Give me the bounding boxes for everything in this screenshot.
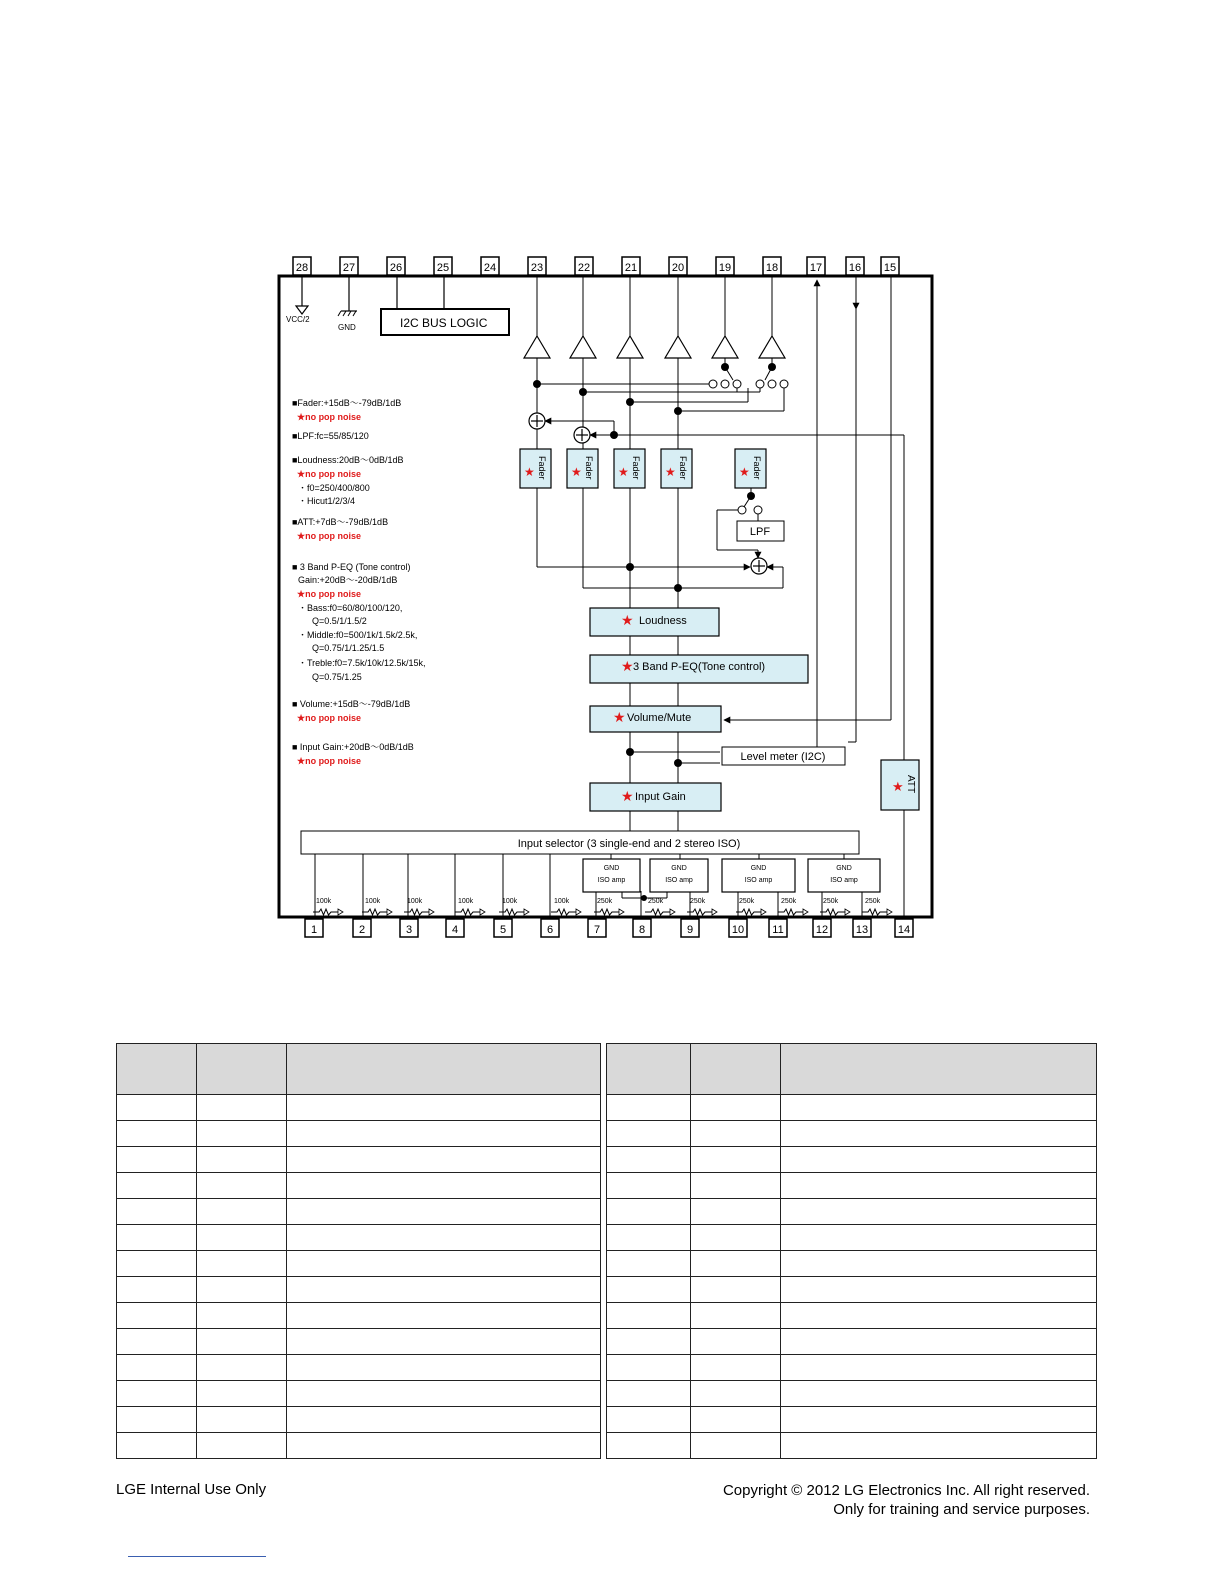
pin-9 (681, 919, 699, 937)
pin-number: 24 (483, 262, 497, 274)
iso-amp-label: ISO amp (597, 877, 626, 884)
fader-block (614, 449, 645, 488)
table-cell (287, 1147, 601, 1173)
pin-4 (446, 919, 464, 937)
copyright-line: Copyright © 2012 LG Electronics Inc. All right reserved. (722, 1482, 1090, 1499)
table-cell (197, 1147, 287, 1173)
resistor (820, 898, 850, 915)
header-cell (691, 1044, 781, 1095)
table-cell (691, 1407, 781, 1433)
iso-amp-blocks (583, 859, 880, 892)
resistor (455, 898, 485, 915)
spec-line: ■ Volume:+15dB～-79dB/1dB (292, 699, 411, 709)
resistor (313, 898, 343, 915)
resistor (862, 898, 892, 915)
spec-line: ・Bass:f0=60/80/100/120, (298, 603, 403, 613)
resistor (645, 898, 675, 915)
table-cell (287, 1433, 601, 1459)
volume-star: ★ (613, 709, 626, 725)
table-cell (117, 1407, 197, 1433)
pin-number: 13 (855, 924, 869, 936)
table-cell (287, 1407, 601, 1433)
table-cell (287, 1303, 601, 1329)
pin-17 (807, 257, 825, 275)
buffer-triangle (712, 336, 738, 358)
table-cell (691, 1199, 781, 1225)
pin-23 (528, 257, 546, 275)
pin-24 (481, 257, 499, 275)
table-cell (691, 1095, 781, 1121)
input-selector-label: Input selector (3 single-end and 2 stereo ISO) (517, 838, 741, 850)
pin-number: 11 (772, 924, 784, 936)
table-cell (117, 1277, 197, 1303)
volume-label: Volume/Mute (627, 712, 692, 724)
resistor-value: 100k (316, 898, 332, 905)
top-pin-row (293, 257, 899, 275)
pin-number: 8 (638, 924, 646, 936)
table-cell (607, 1277, 691, 1303)
spec-line: ・Treble:f0=7.5k/10k/12.5k/15k, (298, 658, 426, 668)
table-cell (287, 1225, 601, 1251)
pin-8 (633, 919, 651, 937)
iso-amp-block (722, 859, 795, 892)
table-row (117, 1173, 1097, 1199)
fader-label: Fader (678, 456, 688, 480)
no-pop-noise-note: ★no pop noise (297, 531, 362, 541)
table-cell (197, 1433, 287, 1459)
pin-number: 15 (883, 262, 897, 274)
table-cell (197, 1173, 287, 1199)
pin-number: 17 (809, 262, 823, 274)
table-cell (607, 1199, 691, 1225)
att-star: ★ (892, 779, 904, 794)
table-cell (781, 1433, 1097, 1459)
fader-star: ★ (524, 465, 535, 479)
table-row (117, 1199, 1097, 1225)
header-cell (607, 1044, 691, 1095)
pin-12 (813, 919, 831, 937)
table-cell (607, 1147, 691, 1173)
table-cell (781, 1303, 1097, 1329)
pin-3 (400, 919, 418, 937)
table-row (117, 1277, 1097, 1303)
fader-block (735, 449, 766, 488)
gnd-label: GND (338, 323, 356, 332)
resistor-value: 250k (690, 898, 706, 905)
pin-number: 18 (765, 262, 779, 274)
pin-25 (434, 257, 452, 275)
resistor-value: 100k (407, 898, 423, 905)
i2c-label: I2C BUS LOGIC (400, 316, 488, 330)
table-cell (287, 1095, 601, 1121)
table-cell (197, 1381, 287, 1407)
table-cell (781, 1277, 1097, 1303)
table-cell (691, 1251, 781, 1277)
pin-description-table (116, 1043, 1097, 1459)
table-cell (197, 1121, 287, 1147)
table-cell (197, 1329, 287, 1355)
training-line: Only for training and service purposes. (833, 1501, 1090, 1518)
pin-number: 3 (405, 924, 413, 936)
iso-amp-label: ISO amp (665, 877, 693, 884)
footer-link-rule (128, 1556, 266, 1557)
fader-label: Fader (537, 456, 547, 480)
table-cell (607, 1407, 691, 1433)
pin-number: 21 (624, 262, 638, 274)
pin-number: 1 (310, 924, 318, 936)
table-cell (781, 1355, 1097, 1381)
resistor (736, 898, 766, 915)
spec-line: Q=0.5/1/1.5/2 (312, 616, 367, 626)
spec-line: Q=0.75/1.25 (312, 672, 362, 682)
table-cell (781, 1199, 1097, 1225)
fader-block (520, 449, 551, 488)
resistor (687, 898, 717, 915)
table-cell (781, 1173, 1097, 1199)
pin-number: 4 (451, 924, 459, 936)
table-cell (117, 1147, 197, 1173)
table-cell (607, 1329, 691, 1355)
table-cell (691, 1147, 781, 1173)
table-cell (197, 1277, 287, 1303)
resistor-value: 100k (502, 898, 518, 905)
fader-label: Fader (584, 456, 594, 480)
buffer-triangle (759, 336, 785, 358)
pin-11 (769, 919, 787, 937)
table-row (117, 1303, 1097, 1329)
lpf-label: LPF (749, 526, 771, 538)
table-cell (117, 1433, 197, 1459)
table-row (117, 1433, 1097, 1459)
table-cell (781, 1251, 1097, 1277)
table-cell (287, 1121, 601, 1147)
spec-line: ・Hicut1/2/3/4 (298, 496, 356, 506)
table-cell (117, 1329, 197, 1355)
table-cell (287, 1199, 601, 1225)
table-cell (607, 1225, 691, 1251)
footer-internal-use: LGE Internal Use Only (116, 1481, 267, 1498)
table-header-row (117, 1044, 1097, 1095)
level-meter-label: Level meter (I2C) (740, 751, 826, 763)
table-cell (287, 1251, 601, 1277)
loudness-star: ★ (621, 612, 634, 628)
fader-label: Fader (631, 456, 641, 480)
pin-number: 28 (295, 262, 309, 274)
pin-20 (669, 257, 687, 275)
table-cell (197, 1407, 287, 1433)
pin-number: 26 (389, 262, 403, 274)
table-cell (287, 1381, 601, 1407)
resistor-value: 250k (739, 898, 755, 905)
fader-block (567, 449, 598, 488)
pin-number: 27 (342, 262, 356, 274)
pin-26 (387, 257, 405, 275)
peq-star: ★ (621, 658, 634, 674)
table-row (117, 1329, 1097, 1355)
table-cell (117, 1251, 197, 1277)
table-row (117, 1121, 1097, 1147)
pin-2 (353, 919, 371, 937)
table-cell (197, 1095, 287, 1121)
spec-line: ■LPF:fc=55/85/120 (292, 431, 369, 441)
header-cell (287, 1044, 601, 1095)
pin-number: 20 (671, 262, 685, 274)
header-cell (197, 1044, 287, 1095)
resistor-value: 100k (365, 898, 381, 905)
table-cell (691, 1225, 781, 1251)
att-label: ATT (905, 775, 916, 794)
buffer-triangle (665, 336, 691, 358)
input-gain-label: Input Gain (635, 791, 686, 803)
iso-gnd-label: GND (750, 865, 767, 872)
vcc-half-symbol (286, 275, 310, 324)
chip-outline (279, 276, 932, 917)
fader-star: ★ (571, 465, 582, 479)
vcc-label: VCC/2 (286, 315, 310, 324)
spec-line: ・f0=250/400/800 (298, 483, 370, 493)
pin-6 (541, 919, 559, 937)
iso-amp-block (583, 859, 640, 892)
resistor (778, 898, 808, 915)
pin-27 (340, 257, 358, 275)
iso-amp-block (650, 859, 708, 892)
pin-number: 12 (815, 924, 829, 936)
spec-line: ■ Input Gain:+20dB～0dB/1dB (292, 742, 414, 752)
peq-label: 3 Band P-EQ(Tone control) (633, 661, 766, 673)
pin-10 (729, 919, 747, 937)
table-row (117, 1095, 1097, 1121)
table-cell (691, 1303, 781, 1329)
pin-7 (588, 919, 606, 937)
no-pop-noise-note: ★no pop noise (297, 713, 362, 723)
pin-16 (846, 257, 864, 275)
table-cell (607, 1381, 691, 1407)
pin-13 (853, 919, 871, 937)
table-cell (287, 1355, 601, 1381)
no-pop-noise-note: ★no pop noise (297, 469, 362, 479)
table-cell (781, 1121, 1097, 1147)
table-cell (781, 1329, 1097, 1355)
pin-21 (622, 257, 640, 275)
header-cell (781, 1044, 1097, 1095)
buffer-triangle (570, 336, 596, 358)
table-row (117, 1407, 1097, 1433)
pin-number: 9 (686, 924, 694, 936)
resistor (551, 898, 581, 915)
pin-number: 19 (718, 262, 732, 274)
resistor-value: 100k (458, 898, 474, 905)
loudness-label: Loudness (639, 615, 687, 627)
resistor-value: 250k (597, 898, 613, 905)
table-cell (691, 1173, 781, 1199)
table-cell (607, 1355, 691, 1381)
pin-22 (575, 257, 593, 275)
resistor (362, 898, 392, 915)
resistor (594, 898, 624, 915)
pin-number: 2 (358, 924, 366, 936)
pin-1 (305, 919, 323, 937)
pin-28 (293, 257, 311, 275)
iso-gnd-label: GND (671, 865, 687, 872)
ground-symbol (338, 275, 357, 332)
table-cell (287, 1329, 601, 1355)
iso-amp-label: ISO amp (744, 877, 773, 884)
spec-line: ・Middle:f0=500/1k/1.5k/2.5k, (298, 630, 418, 640)
table-cell (781, 1381, 1097, 1407)
table-cell (607, 1121, 691, 1147)
table-cell (607, 1303, 691, 1329)
spec-line: ■Fader:+15dB～-79dB/1dB (292, 398, 402, 408)
spec-line: Gain:+20dB～-20dB/1dB (298, 575, 398, 585)
table-cell (287, 1173, 601, 1199)
table-cell (691, 1329, 781, 1355)
spec-notes (292, 398, 426, 766)
fader-label: Fader (752, 456, 762, 480)
table-cell (607, 1173, 691, 1199)
table-cell (117, 1199, 197, 1225)
table-cell (117, 1355, 197, 1381)
table-cell (117, 1173, 197, 1199)
spec-line: ■ 3 Band P-EQ (Tone control) (292, 562, 411, 572)
table-row (117, 1381, 1097, 1407)
no-pop-noise-note: ★no pop noise (297, 412, 362, 422)
iso-amp-block (808, 859, 880, 892)
pin-number: 6 (546, 924, 554, 936)
pin-number: 5 (499, 924, 507, 936)
table-cell (607, 1433, 691, 1459)
pin-number: 22 (577, 262, 591, 274)
table-cell (691, 1381, 781, 1407)
footer-copyright (723, 1481, 1090, 1519)
table-cell (781, 1407, 1097, 1433)
spec-line: ■Loudness:20dB～0dB/1dB (292, 455, 404, 465)
pin-18 (763, 257, 781, 275)
table-row (117, 1355, 1097, 1381)
fader-star: ★ (665, 465, 676, 479)
fader-star: ★ (618, 465, 629, 479)
fader-block (661, 449, 692, 488)
signal-routing (315, 275, 904, 918)
table-cell (117, 1225, 197, 1251)
resistor-value: 250k (648, 898, 664, 905)
table-row (117, 1251, 1097, 1277)
table-cell (117, 1381, 197, 1407)
table-cell (691, 1121, 781, 1147)
buffer-triangle (617, 336, 643, 358)
iso-gnd-label: GND (836, 865, 852, 872)
table-cell (197, 1199, 287, 1225)
pin-15 (881, 257, 899, 275)
table-cell (691, 1355, 781, 1381)
table-cell (691, 1277, 781, 1303)
resistor-value: 250k (823, 898, 839, 905)
output-buffers (524, 275, 785, 358)
table-cell (117, 1095, 197, 1121)
header-cell (117, 1044, 197, 1095)
pin-number: 16 (848, 262, 862, 274)
resistor-value: 100k (554, 898, 570, 905)
table-cell (287, 1277, 601, 1303)
table-cell (197, 1355, 287, 1381)
pin-number: 25 (436, 262, 450, 274)
iso-amp-label: ISO amp (830, 877, 858, 884)
table-cell (607, 1251, 691, 1277)
iso-gnd-label: GND (603, 865, 620, 872)
spec-line: ■ATT:+7dB～-79dB/1dB (292, 517, 389, 527)
input-resistors (313, 898, 892, 915)
pin-number: 10 (731, 924, 745, 936)
pin-number: 23 (530, 262, 544, 274)
spec-line: Q=0.75/1/1.25/1.5 (312, 643, 385, 653)
input-gain-star: ★ (621, 788, 634, 804)
table-cell (691, 1433, 781, 1459)
buffer-triangle (524, 336, 550, 358)
pin-5 (494, 919, 512, 937)
pin-number: 14 (897, 924, 911, 936)
fader-star: ★ (739, 465, 750, 479)
fader-blocks (520, 449, 766, 488)
no-pop-noise-note: ★no pop noise (297, 589, 362, 599)
pin-19 (716, 257, 734, 275)
pin-number: 7 (593, 924, 601, 936)
table-cell (781, 1095, 1097, 1121)
table-cell (607, 1095, 691, 1121)
table-cell (117, 1121, 197, 1147)
table-row (117, 1225, 1097, 1251)
table-cell (197, 1303, 287, 1329)
pin-14 (895, 919, 913, 937)
table-cell (117, 1303, 197, 1329)
table-cell (197, 1225, 287, 1251)
table-row (117, 1147, 1097, 1173)
resistor-value: 250k (781, 898, 797, 905)
table-cell (197, 1251, 287, 1277)
bottom-pin-row (305, 919, 913, 937)
no-pop-noise-note: ★no pop noise (297, 756, 362, 766)
resistor-value: 250k (865, 898, 881, 905)
table-cell (781, 1147, 1097, 1173)
table-cell (781, 1225, 1097, 1251)
